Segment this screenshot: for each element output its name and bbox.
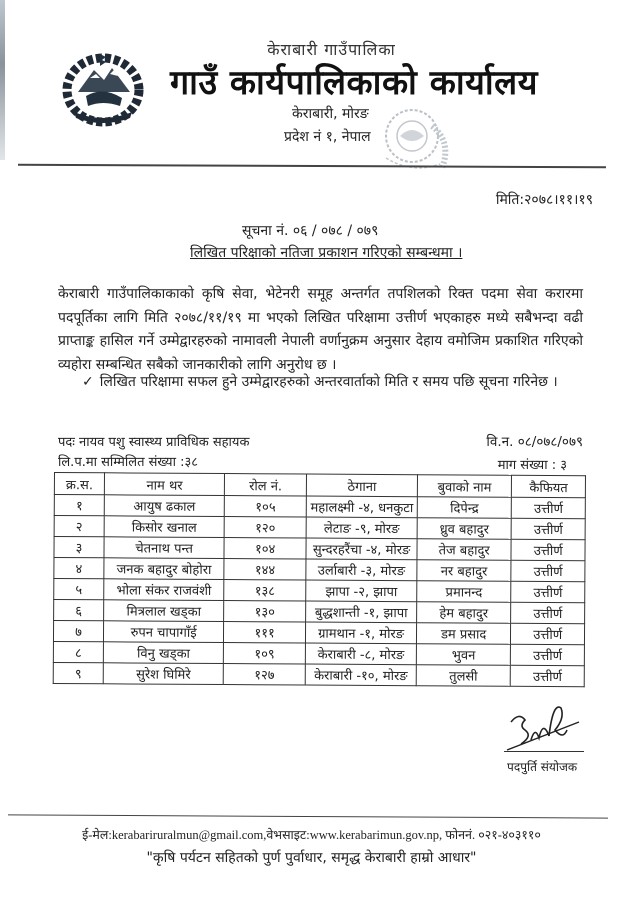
cell-name: मित्रलाल खड्का	[104, 600, 224, 622]
cell-name: चेतनाथ पन्त	[104, 537, 224, 559]
cell-father-name: भुवन	[416, 644, 511, 666]
cell-remarks: उत्तीर्ण	[511, 581, 585, 602]
cell-serial: ६	[54, 600, 104, 621]
cell-serial: ९	[53, 662, 103, 683]
cell-address: उर्लाबारी -३, मोरङ	[306, 559, 417, 581]
cell-father-name: नर बहादुर	[417, 560, 512, 582]
signature-line	[504, 751, 584, 752]
table-row	[53, 662, 584, 686]
footer-divider	[8, 814, 608, 818]
cell-name: सुरेश घिमिरे	[103, 663, 223, 685]
header-remarks: कैफियत	[512, 475, 586, 497]
cell-name: भोला संकर राजवंशी	[104, 579, 224, 601]
cell-address: बुद्धशान्ती -१, झापा	[306, 601, 417, 623]
signatory-title: पदपुर्ति संयोजक	[507, 760, 578, 774]
participant-count: लि.प.मा सम्मिलित संख्या :३८	[58, 455, 198, 470]
cell-roll: १११	[224, 622, 306, 644]
cell-name: रुपन चापागाँई	[104, 621, 224, 643]
cell-remarks: उत्तीर्ण	[511, 623, 585, 644]
notice-date: मिति:२०७८।११।१९	[495, 192, 593, 208]
interview-note-text: लिखित परिक्षामा सफल हुने उम्मेद्वारहरुको अन्तरवार्ताको मिति र समय पछि सूचना गरिनेछ ।	[99, 374, 558, 390]
office-title: गाउँ कार्यपालिकाको कार्यालय	[170, 63, 538, 103]
address-line-1: केराबारी, मोरङ	[292, 106, 369, 122]
cell-address: महालक्ष्मी -४, धनकुटा	[306, 496, 417, 518]
cell-address: झापा -२, झापा	[306, 580, 417, 602]
header-address: ठेगाना	[307, 474, 418, 497]
cell-name: आयुष ढकाल	[104, 495, 224, 517]
cell-remarks: उत्तीर्ण	[511, 518, 585, 539]
cell-name: विनु खड्का	[103, 642, 223, 664]
cell-name: किसोर खनाल	[104, 516, 224, 538]
header-father-name: बुवाको नाम	[417, 475, 512, 498]
cell-serial: ८	[53, 641, 103, 662]
cell-father-name: ध्रुव बहादुर	[417, 518, 512, 540]
nepal-emblem-icon	[60, 48, 146, 128]
cell-roll: १३०	[224, 601, 306, 623]
cell-roll: १०५	[224, 496, 306, 518]
cell-serial: २	[54, 516, 104, 537]
cell-serial: ४	[54, 558, 104, 579]
cell-name: जनक बहादुर बोहोरा	[104, 558, 224, 580]
cell-serial: १	[54, 495, 104, 516]
office-stamp-icon	[372, 102, 464, 182]
cell-address: ग्रामथान -१, मोरङ	[306, 622, 417, 644]
demand-count: माग संख्या : ३	[497, 458, 567, 473]
address-line-2: प्रदेश नं १, नेपाल	[284, 129, 371, 145]
advertisement-number: वि.न. ०८/०७८/०७९	[486, 434, 583, 450]
results-table	[53, 472, 586, 687]
header-name: नाम थर	[104, 473, 224, 496]
check-icon: ✓	[82, 374, 94, 390]
cell-roll: १०९	[223, 643, 305, 665]
post-title: पदः नायव पशु स्वास्थ्य प्राविधिक सहायक	[58, 435, 250, 450]
cell-remarks: उत्तीर्ण	[512, 497, 586, 518]
cell-father-name: डम प्रसाद	[416, 623, 511, 645]
cell-address: केराबारी -८, मोरङ	[306, 643, 417, 665]
header-roll: रोल नं.	[225, 474, 307, 497]
table-header-row	[54, 473, 585, 498]
cell-serial: ७	[53, 621, 103, 642]
cell-address: केराबारी -१०, मोरङ	[305, 664, 416, 686]
slogan: "कृषि पर्यटन सहितको पुर्ण पुर्वाधार, समृद्ध केराबारी हाम्रो आधार"	[146, 850, 477, 866]
cell-remarks: उत्तीर्ण	[511, 560, 585, 581]
cell-roll: १३८	[224, 580, 306, 602]
cell-remarks: उत्तीर्ण	[511, 644, 585, 665]
header-serial: क्र.स.	[54, 473, 104, 495]
cell-address: सुन्दरहरैंचा -४, मोरङ	[306, 538, 417, 560]
municipality-name: केराबारी गाउँपालिका	[267, 40, 396, 59]
contact-info: ई-मेल:kerabariruralmun@gmail.com,वेभसाइट:www.kerabarimun.gov.np, फोननं. ०२१-४०३११०	[82, 828, 541, 842]
cell-roll: १२७	[223, 664, 305, 686]
notice-subject: लिखित परिक्षाको नतिजा प्रकाशन गरिएको सम्बन्धमा ।	[190, 245, 463, 261]
notice-body: केराबारी गाउँपालिकाकाको कृषि सेवा, भेटेनरी समूह अन्तर्गत तपशिलको रिक्त पदमा सेवा करारमा पदपूर्तिका लागि मिति २०७८/११/१९ मा भएको लिखित परिक्षामा उत्तीर्ण भएकाहरु मध्ये सबैभन्दा वढी प्राप्ताङ्क हासिल गर्ने उम्मेद्वारहरुको नामावली नेपाली वर्णानुक्रम अनुसार देहाय वमोजिम प्रकाशित गरिएको व्यहोरा सम्बन्धित सबैको जानकारीको लागि अनुरोध छ ।	[58, 286, 583, 373]
cell-address: लेटाङ -९, मोरङ	[306, 517, 417, 539]
cell-father-name: प्रमानन्द	[417, 581, 512, 603]
cell-father-name: हेम बहादुर	[417, 602, 512, 624]
scan-edge-shadow	[0, 0, 5, 160]
cell-remarks: उत्तीर्ण	[511, 665, 585, 686]
interview-note	[82, 372, 558, 391]
cell-roll: १२०	[224, 517, 306, 539]
header-divider	[18, 164, 606, 169]
notice-number: सूचना नं. ०६ / ०७८ / ०७९	[242, 223, 379, 239]
cell-father-name: तेज बहादुर	[417, 539, 512, 561]
cell-roll: १४४	[224, 559, 306, 581]
cell-remarks: उत्तीर्ण	[511, 539, 585, 560]
cell-roll: १०४	[224, 538, 306, 560]
cell-father-name: दिपेन्द्र	[417, 497, 512, 519]
cell-father-name: तुलसी	[416, 665, 511, 687]
cell-remarks: उत्तीर्ण	[511, 602, 585, 623]
cell-serial: ३	[54, 537, 104, 558]
cell-serial: ५	[54, 579, 104, 600]
